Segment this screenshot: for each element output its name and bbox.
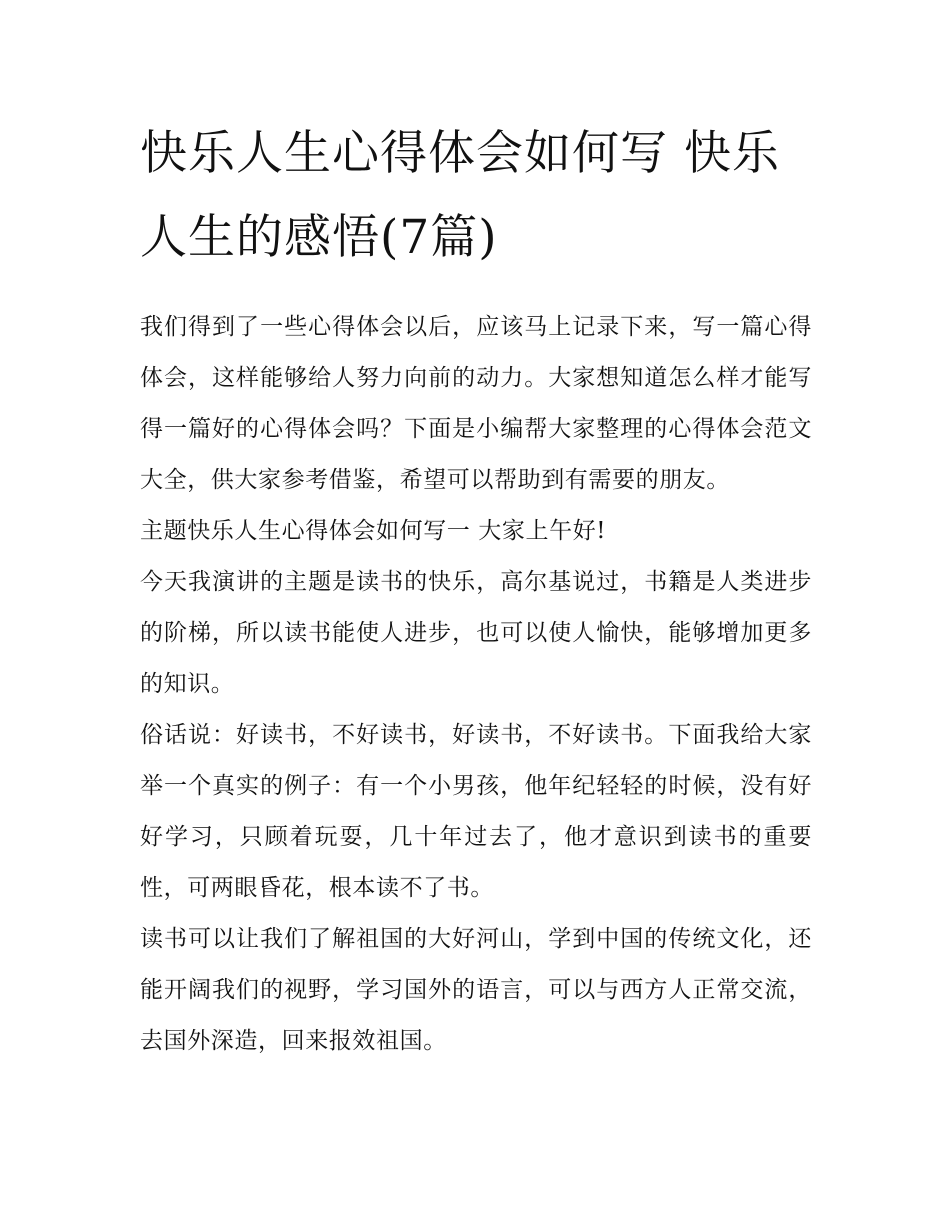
document-title: 快乐人生心得体会如何写 快乐人生的感悟(7篇): [140, 126, 780, 265]
paragraph-reading-benefits: 读书可以让我们了解祖国的大好河山，学到中国的传统文化，还能开阔我们的视野，学习国外的语言，可以与西方人正常交流，去国外深造，回来报效祖国。: [140, 926, 812, 1054]
paragraph-proverb-example: 俗话说：好读书，不好读书，好读书，不好读书。下面我给大家举一个真实的例子：有一个小男孩，他年纪轻轻的时候，没有好好学习，只顾着玩耍，几十年过去了，他才意识到读书的重要性，可两眼昏花，根本读不了书。: [140, 722, 812, 901]
document-page: [140, 112, 812, 1067]
paragraph-topic-heading: 主题快乐人生心得体会如何写一 大家上午好!: [140, 518, 607, 544]
paragraph-intro: 我们得到了一些心得体会以后，应该马上记录下来，写一篇心得体会，这样能够给人努力向前的动力。大家想知道怎么样才能写得一篇好的心得体会吗？下面是小编帮大家整理的心得体会范文大全，供大家参考借鉴，希望可以帮助到有需要的朋友。: [140, 314, 812, 493]
paragraph-reading-joy: 今天我演讲的主题是读书的快乐，高尔基说过，书籍是人类进步的阶梯，所以读书能使人进步，也可以使人愉快，能够增加更多的知识。: [140, 569, 812, 697]
